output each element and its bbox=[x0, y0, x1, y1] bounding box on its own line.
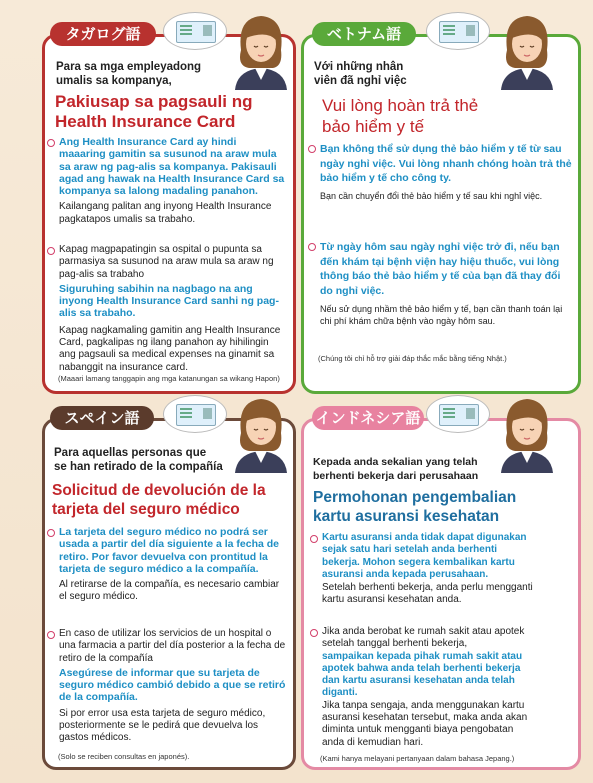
body-text: Nếu sử dụng nhầm thẻ bảo hiểm y tế, bạn cần thanh toán lại chi phí khám chữa bệnh vào ngày hôm sau. bbox=[320, 304, 563, 327]
circle-bullet-icon bbox=[310, 535, 318, 543]
body-text: Kailangang palitan ang inyong Health Insurance pagkatapos umalis sa trabaho. bbox=[59, 201, 272, 225]
circle-bullet-icon bbox=[47, 631, 55, 639]
body-text: Setelah berhenti bekerja, anda perlu mengganti kartu asuransi kesehatan anda. bbox=[322, 582, 533, 606]
circle-bullet-icon bbox=[47, 529, 55, 537]
woman-illustration bbox=[227, 393, 293, 473]
body-text: En caso de utilizar los servicios de un hospital o una farmacia a partir del día posterior a la fecha de retiro de la compañía bbox=[59, 628, 286, 664]
language-tag-spanish: スペイン語 bbox=[50, 406, 154, 430]
woman-illustration bbox=[227, 10, 293, 90]
body-text: Al retirarse de la compañía, es necesario cambiar el seguro médico. bbox=[59, 579, 280, 603]
bullet-section-1 bbox=[310, 532, 535, 607]
title-line: Permohonan pengembalian bbox=[313, 489, 517, 506]
highlight-text: sampaikan kepada pihak rumah sakit atau apotek bahwa anda telah berhenti bekerja dan kartu asuransi kesehatan anda telah diganti. bbox=[322, 650, 523, 699]
circle-bullet-icon bbox=[47, 247, 55, 255]
title-line: Vui lòng hoàn trả thẻ bbox=[322, 96, 479, 115]
title-line: tarjeta del seguro médico bbox=[52, 501, 240, 518]
bullet-section-2 bbox=[47, 244, 285, 374]
body-text: Kapag nagkamaling gamitin ang Health Insurance Card, pagkalipas ng ilang panahon ay hihilingin ang pagsauli sa medical expenses na ginamit sa nabanggit na insurance card. bbox=[59, 324, 281, 373]
circle-bullet-icon bbox=[308, 243, 316, 251]
page-title bbox=[322, 95, 572, 137]
highlight-text: Bạn không thể sử dụng thẻ bảo hiểm y tế từ sau ngày nghỉ việc. Vui lòng nhanh chóng hoàn trả thẻ bảo hiểm y tế cho công ty. bbox=[320, 143, 572, 184]
lead-text bbox=[314, 60, 484, 88]
language-tag-tagalog: タガログ語 bbox=[50, 22, 156, 46]
lead-line: se han retirado de la compañía bbox=[54, 461, 223, 473]
title-line: Health Insurance Card bbox=[55, 112, 236, 131]
circle-bullet-icon bbox=[308, 145, 316, 153]
lead-text bbox=[54, 446, 234, 474]
lead-line: Para aquellas personas que bbox=[54, 447, 207, 459]
lead-line: viên đã nghỉ việc bbox=[314, 75, 407, 87]
lead-line: Kepada anda sekalian yang telah bbox=[313, 456, 478, 468]
language-tag-vietnamese: ベトナム語 bbox=[312, 22, 416, 46]
highlight-text: Ang Health Insurance Card ay hindi maaaring gamitin sa susunod na araw mula sa araw ng pag-alis sa kompanya. Pakisauli agad ang hawak na Health Insurance Card sa kompanya sa lalong madaling panahon. bbox=[59, 136, 285, 198]
highlight-text: La tarjeta del seguro médico no podrá ser usada a partir del día siguiente a la fecha de retiro. Por favor devuelva con prontitud la tarjeta de seguro médico a la compañía. bbox=[59, 526, 279, 575]
bullet-section-1 bbox=[47, 136, 285, 226]
bullet-section-2 bbox=[310, 626, 535, 749]
bullet-section-2 bbox=[308, 240, 574, 328]
insurance-card-bubble-icon bbox=[163, 12, 227, 50]
body-text: Si por error usa esta tarjeta de seguro médico, posteriormente se le pedirá que devuelva los gastos médicos. bbox=[59, 707, 266, 744]
lead-text bbox=[313, 455, 503, 483]
page-title bbox=[55, 92, 290, 132]
page-title bbox=[313, 488, 573, 526]
footnote: (Maaari lamang tanggapin ang mga katanungan sa wikang Hapon) bbox=[58, 374, 280, 383]
insurance-card-bubble-icon bbox=[426, 12, 490, 50]
lead-line: Para sa mga empleyadong bbox=[56, 61, 202, 73]
lead-line: berhenti bekerja dari perusahaan bbox=[313, 470, 479, 482]
body-text: Jika tanpa sengaja, anda menggunakan kartu asuransi kesehatan tersebut, maka anda akan diminta untuk mengganti biaya pengobatan anda di kemudian hari. bbox=[322, 699, 528, 748]
lead-line: umalis sa kompanya, bbox=[56, 75, 172, 87]
footnote: (Kami hanya melayani pertanyaan dalam bahasa Jepang.) bbox=[320, 754, 515, 763]
bullet-section-1 bbox=[47, 526, 287, 604]
title-line: Solicitud de devolución de la bbox=[52, 482, 266, 499]
body-text: Jika anda berobat ke rumah sakit atau apotek setelah tanggal berhenti bekerja, bbox=[322, 626, 525, 650]
body-text: Bạn cần chuyển đổi thẻ bảo hiểm y tế sau khi nghỉ việc. bbox=[320, 190, 543, 201]
lead-text bbox=[56, 60, 216, 88]
page-title bbox=[52, 481, 292, 519]
circle-bullet-icon bbox=[47, 139, 55, 147]
highlight-text: Asegúrese de informar que su tarjeta de seguro médico cambió debido a que se retiró de la compañía. bbox=[59, 666, 286, 704]
body-text: Kapag magpapatingin sa ospital o pupunta sa parmasiya sa susunod na araw mula sa araw ng pag-alis sa trabaho bbox=[59, 244, 274, 280]
circle-bullet-icon bbox=[310, 629, 318, 637]
highlight-text: Siguruhing sabihin na nagbago na ang inyong Health Insurance Card sanhi ng pag-alis sa trabaho. bbox=[59, 282, 279, 320]
bullet-section-2 bbox=[47, 628, 287, 745]
insurance-card-bubble-icon bbox=[426, 395, 490, 433]
title-line: kartu asuransi kesehatan bbox=[313, 508, 500, 525]
language-tag-indonesian: インドネシア語 bbox=[312, 406, 424, 430]
insurance-card-bubble-icon bbox=[163, 395, 227, 433]
title-line: bảo hiểm y tế bbox=[322, 117, 425, 136]
highlight-text: Kartu asuransi anda tidak dapat digunakan sejak satu hari setelah anda berhenti bekerja. Mohon segera kembalikan kartu asuransi anda kepada perusahaan. bbox=[322, 532, 527, 580]
title-line: Pakiusap sa pagsauli ng bbox=[55, 92, 253, 111]
highlight-text: Từ ngày hôm sau ngày nghỉ việc trở đi, nếu bạn đến khám tại bệnh viện hay hiệu thuốc, vui lòng thông báo thẻ bảo hiểm y tế của bạn đã thay đổi do nghỉ việc. bbox=[320, 241, 561, 297]
footnote: (Chúng tôi chỉ hỗ trợ giải đáp thắc mắc bằng tiếng Nhật.) bbox=[318, 354, 507, 363]
woman-illustration bbox=[493, 10, 559, 90]
footnote: (Solo se reciben consultas en japonés). bbox=[58, 752, 190, 761]
lead-line: Với những nhân bbox=[314, 61, 404, 73]
bullet-section-1 bbox=[308, 142, 574, 202]
